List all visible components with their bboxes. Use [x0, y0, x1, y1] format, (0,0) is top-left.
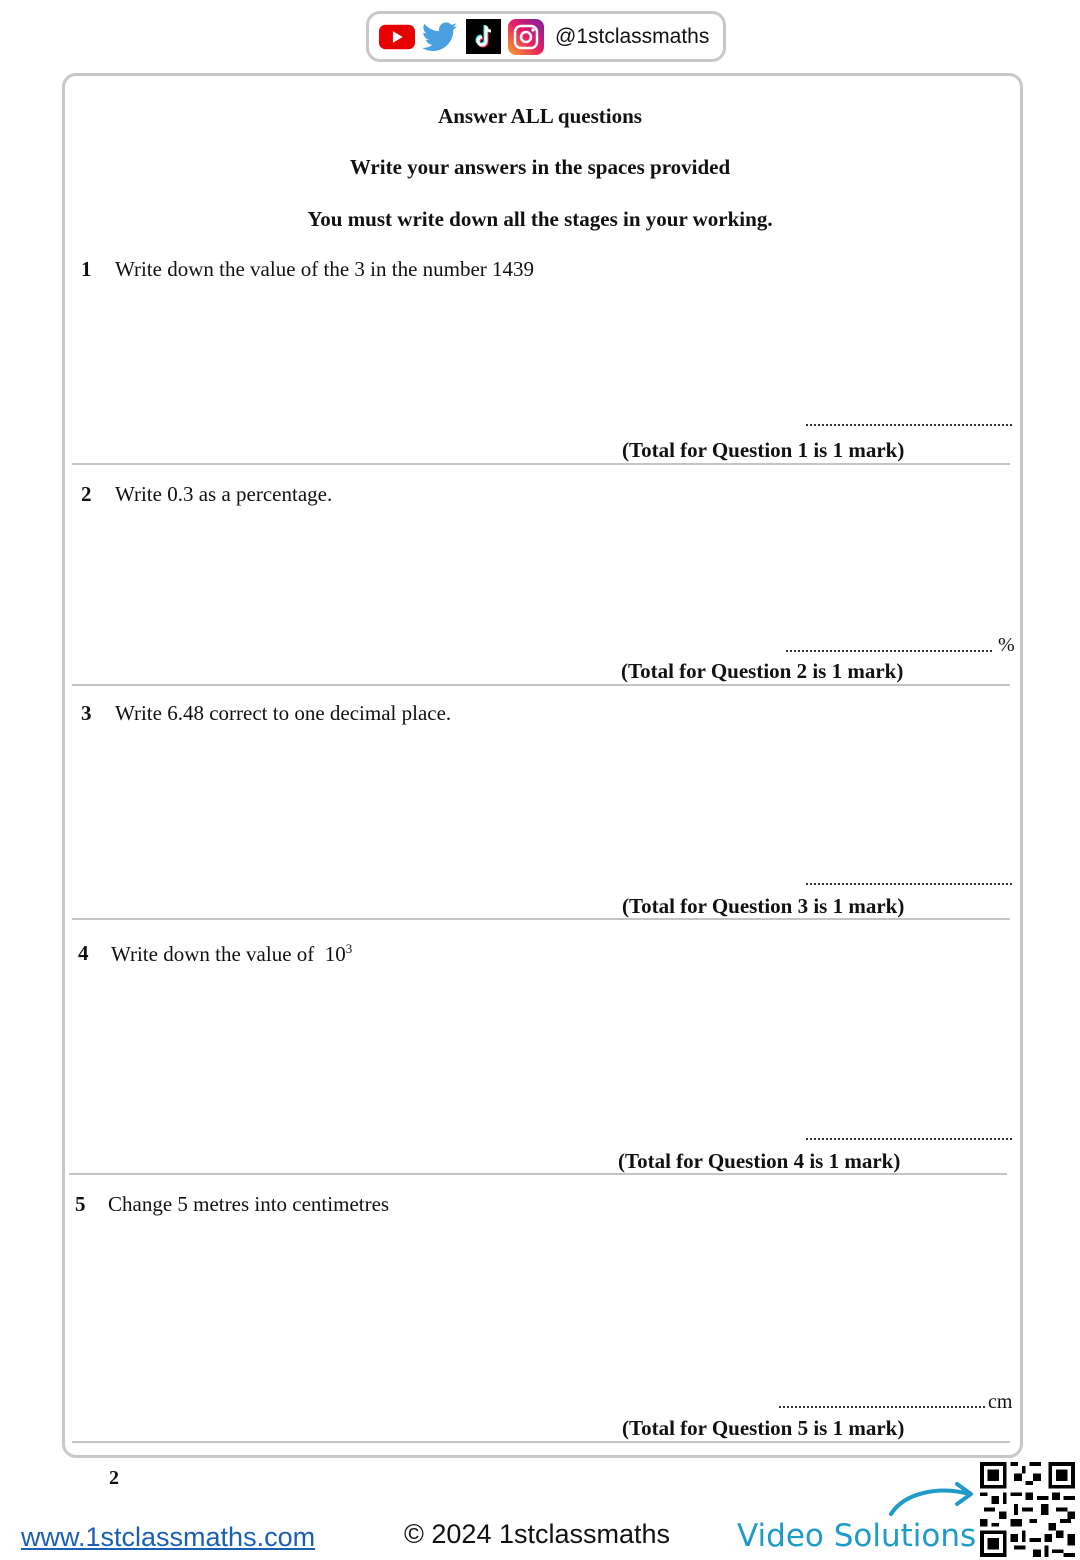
- youtube-icon[interactable]: [379, 19, 415, 55]
- instruction-write-answers: Write your answers in the spaces provided: [349, 155, 731, 179]
- question-number: 1: [81, 257, 92, 281]
- qr-code-icon[interactable]: [980, 1462, 1075, 1557]
- arrow-icon: [885, 1478, 977, 1518]
- question-text-main: Write down the value of 10: [111, 942, 346, 966]
- question-total: (Total for Question 2 is 1 mark): [621, 659, 904, 683]
- divider: [72, 463, 1010, 465]
- answer-line[interactable]: [806, 422, 1012, 426]
- answer-unit: cm: [988, 1391, 1013, 1413]
- website-link[interactable]: www.1stclassmaths.com: [21, 1522, 316, 1552]
- answer-line[interactable]: [806, 881, 1012, 885]
- question-number: 3: [81, 701, 92, 725]
- question-total: (Total for Question 3 is 1 mark): [622, 894, 905, 918]
- question-total: (Total for Question 4 is 1 mark): [618, 1149, 901, 1173]
- divider: [72, 684, 1010, 686]
- instagram-icon[interactable]: [508, 19, 544, 55]
- question-text: [111, 941, 352, 967]
- social-media-banner: [366, 11, 726, 62]
- divider: [72, 1441, 1010, 1443]
- answer-line[interactable]: [806, 1136, 1012, 1140]
- question-total: (Total for Question 1 is 1 mark): [622, 438, 905, 462]
- question-text: Write down the value of the 3 in the number 1439: [115, 257, 535, 281]
- video-solutions-label[interactable]: Video Solutions: [737, 1518, 977, 1554]
- twitter-icon[interactable]: [422, 19, 458, 55]
- page-number: 2: [109, 1467, 119, 1489]
- tiktok-icon[interactable]: [465, 19, 501, 55]
- question-number: 2: [81, 482, 92, 506]
- question-text: Change 5 metres into centimetres: [108, 1192, 390, 1216]
- exponent: 3: [345, 941, 353, 956]
- question-total: (Total for Question 5 is 1 mark): [622, 1416, 905, 1440]
- answer-line[interactable]: [786, 648, 992, 652]
- instruction-show-working: You must write down all the stages in your working.: [307, 207, 773, 231]
- question-text: Write 0.3 as a percentage.: [115, 482, 333, 506]
- answer-line[interactable]: [779, 1404, 985, 1408]
- question-number: 4: [78, 941, 89, 965]
- divider: [69, 1173, 1007, 1175]
- instruction-answer-all: Answer ALL questions: [438, 104, 642, 128]
- divider: [72, 918, 1010, 920]
- question-text: Write 6.48 correct to one decimal place.: [115, 701, 452, 725]
- social-handle: @1stclassmaths: [555, 24, 710, 48]
- answer-unit: %: [998, 634, 1015, 656]
- question-number: 5: [75, 1192, 86, 1216]
- copyright-text: © 2024 1stclassmaths: [404, 1519, 671, 1549]
